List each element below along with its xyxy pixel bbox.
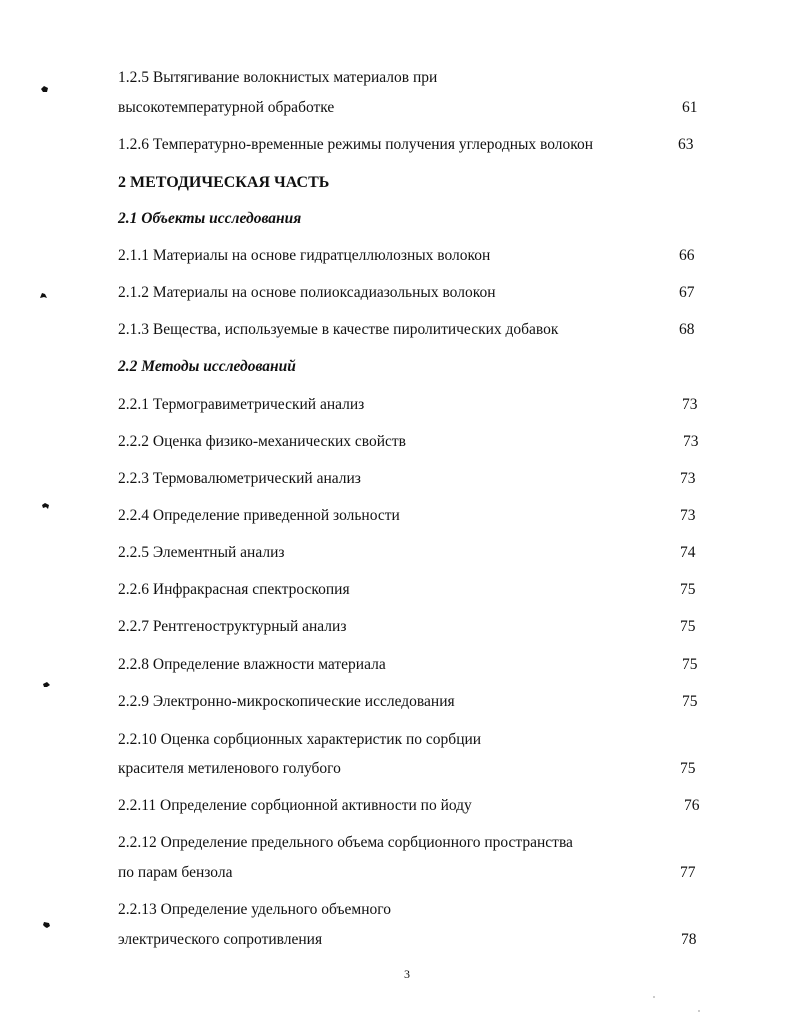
toc-page-1-2-6: 63 bbox=[678, 136, 694, 153]
toc-entry-2-2-13-line-2: электрического сопротивления bbox=[118, 931, 323, 948]
toc-entry-1-2-6: 1.2.6 Температурно-временные режимы получения углеродных волокон bbox=[118, 136, 594, 153]
toc-page-2-1-1: 66 bbox=[679, 247, 695, 264]
toc-entry-2-2-13-line-1: 2.2.13 Определение удельного объемного bbox=[118, 901, 391, 918]
page-number: 3 bbox=[404, 967, 410, 981]
toc-page-2-2-12: 77 bbox=[680, 864, 696, 881]
toc-page-2-2-9: 75 bbox=[682, 693, 698, 710]
toc-entry-2-1-1: 2.1.1 Материалы на основе гидратцеллюлозных волокон bbox=[118, 247, 491, 264]
toc-page-2-2-11: 76 bbox=[684, 797, 700, 814]
toc-entry-2-2-1: 2.2.1 Термогравиметрический анализ bbox=[118, 396, 365, 413]
toc-entry-1-2-5-line-2: высокотемпературной обработке bbox=[118, 99, 335, 116]
toc-entry-2-2-6: 2.2.6 Инфракрасная спектроскопия bbox=[118, 581, 350, 598]
scan-speck bbox=[698, 1010, 700, 1012]
toc-entry-2-1-2: 2.1.2 Материалы на основе полиоксадиазольных волокон bbox=[118, 284, 496, 301]
toc-entry-2-2-5: 2.2.5 Элементный анализ bbox=[118, 544, 285, 561]
toc-entry-2-2-4: 2.2.4 Определение приведенной зольности bbox=[118, 507, 400, 524]
toc-entry-1-2-5-line-1: 1.2.5 Вытягивание волокнистых материалов при bbox=[118, 69, 438, 86]
toc-page-2-2-1: 73 bbox=[682, 396, 698, 413]
toc-subsection-2-2: 2.2 Методы исследований bbox=[118, 358, 296, 375]
toc-page-2-1-3: 68 bbox=[679, 321, 695, 338]
toc-page-2-2-7: 75 bbox=[680, 618, 696, 635]
toc-subsection-2-1: 2.1 Объекты исследования bbox=[118, 210, 302, 227]
toc-entry-2-2-8: 2.2.8 Определение влажности материала bbox=[118, 656, 386, 673]
binding-hole-mark-3 bbox=[41, 502, 50, 510]
toc-entry-2-2-10-line-2: красителя метиленового голубого bbox=[118, 760, 341, 777]
toc-entry-2-2-7: 2.2.7 Рентгеноструктурный анализ bbox=[118, 618, 347, 635]
binding-hole-mark-5 bbox=[42, 921, 51, 929]
toc-page-2-2-10: 75 bbox=[680, 760, 696, 777]
toc-entry-2-2-10-line-1: 2.2.10 Оценка сорбционных характеристик по сорбции bbox=[118, 731, 482, 748]
toc-page-2-2-13: 78 bbox=[681, 931, 697, 948]
binding-hole-mark-4 bbox=[42, 681, 51, 689]
toc-page-2-2-4: 73 bbox=[680, 507, 696, 524]
toc-page-2-2-8: 75 bbox=[682, 656, 698, 673]
toc-page-2-2-3: 73 bbox=[680, 470, 696, 487]
toc-page-2-2-6: 75 bbox=[680, 581, 696, 598]
toc-entry-2-2-12-line-2: по парам бензола bbox=[118, 864, 233, 881]
toc-section-2: 2 МЕТОДИЧЕСКАЯ ЧАСТЬ bbox=[118, 174, 330, 191]
toc-entry-2-2-2: 2.2.2 Оценка физико-механических свойств bbox=[118, 433, 406, 450]
toc-page-2-1-2: 67 bbox=[679, 284, 695, 301]
toc-entry-2-2-11: 2.2.11 Определение сорбционной активности по йоду bbox=[118, 797, 472, 814]
toc-page-1-2-5: 61 bbox=[682, 99, 698, 116]
toc-entry-2-1-3: 2.1.3 Вещества, используемые в качестве пиролитических добавок bbox=[118, 321, 559, 338]
binding-hole-mark-2 bbox=[39, 292, 48, 300]
binding-hole-mark-1 bbox=[40, 85, 49, 93]
scan-speck bbox=[653, 996, 655, 998]
toc-entry-2-2-12-line-1: 2.2.12 Определение предельного объема сорбционного пространства bbox=[118, 834, 573, 851]
toc-entry-2-2-3: 2.2.3 Термовалюметрический анализ bbox=[118, 470, 361, 487]
toc-page-2-2-5: 74 bbox=[680, 544, 696, 561]
toc-page-2-2-2: 73 bbox=[683, 433, 699, 450]
toc-entry-2-2-9: 2.2.9 Электронно-микроскопические исследования bbox=[118, 693, 455, 710]
